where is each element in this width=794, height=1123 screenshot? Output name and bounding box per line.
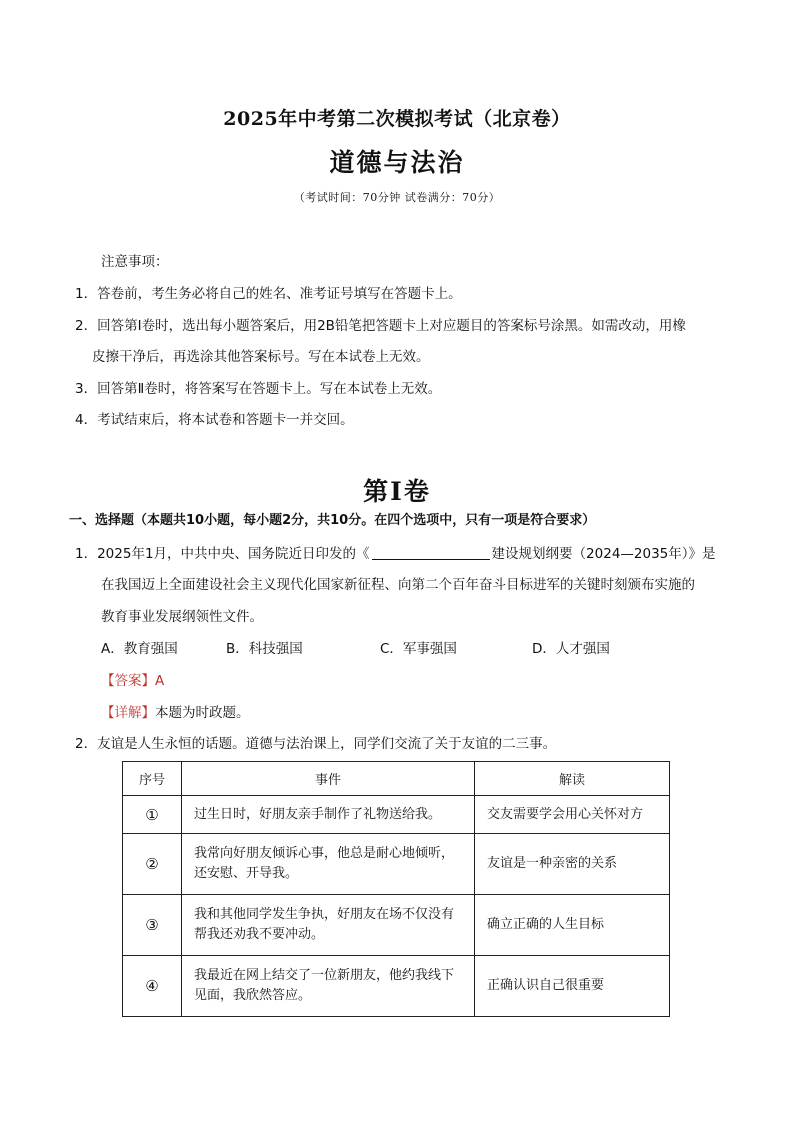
q1-stem-line2: 在我国迈上全面建设社会主义现代化国家新征程、向第二个百年奋斗目标进军的关键时刻颁布实施的 xyxy=(101,577,695,593)
exam-time-info: （考试时间：70分钟 试卷满分：70分） xyxy=(293,191,501,204)
answer-value: A xyxy=(155,673,165,689)
table-row xyxy=(123,796,670,834)
q1-answer xyxy=(101,672,164,690)
header-number: 序号 xyxy=(123,762,182,796)
row-event: 我和其他同学发生争执，好朋友在场不仅没有帮我还劝我不要冲动。 xyxy=(182,895,475,956)
detail-label: 【详解】 xyxy=(101,705,155,721)
q1-option-a: A．教育强国 xyxy=(101,641,178,657)
notes-heading: 注意事项： xyxy=(101,254,169,270)
row-event: 我常向好朋友倾诉心事，他总是耐心地倾听，还安慰、开导我。 xyxy=(182,834,475,895)
notes-item-2-cont: 皮擦干净后，再选涂其他答案标号。写在本试卷上无效。 xyxy=(92,349,430,365)
row-number: ④ xyxy=(123,956,182,1017)
q1-detail xyxy=(101,704,250,722)
section-instruction: 一、选择题（本题共10小题，每小题2分，共10分。在四个选项中，只有一项是符合要求） xyxy=(69,513,596,528)
row-reading: 正确认识自己很重要 xyxy=(475,956,670,1017)
exam-title: 2025年中考第二次模拟考试（北京卷） xyxy=(223,108,571,130)
table-header-row xyxy=(123,762,670,796)
friendship-table xyxy=(122,761,670,1017)
notes-item-2: 2．回答第Ⅰ卷时，选出每小题答案后，用2B铅笔把答题卡上对应题目的答案标号涂黑。如需改动，用橡 xyxy=(75,318,686,334)
row-reading: 确立正确的人生目标 xyxy=(475,895,670,956)
section-title: 第Ⅰ卷 xyxy=(363,477,431,506)
header-event: 事件 xyxy=(182,762,475,796)
row-number: ① xyxy=(123,796,182,834)
q1-fill-blank xyxy=(372,545,490,560)
subject-title: 道德与法治 xyxy=(329,148,465,177)
notes-item-4: 4．考试结束后，将本试卷和答题卡一并交回。 xyxy=(75,412,354,428)
q1-stem-line3: 教育事业发展纲领性文件。 xyxy=(101,609,263,625)
q2-stem: 2．友谊是人生永恒的话题。道德与法治课上，同学们交流了关于友谊的二三事。 xyxy=(75,736,557,752)
row-reading: 交友需要学会用心关怀对方 xyxy=(475,796,670,834)
row-event: 我最近在网上结交了一位新朋友，他约我线下见面，我欣然答应。 xyxy=(182,956,475,1017)
table-row xyxy=(123,895,670,956)
q1-option-c: C．军事强国 xyxy=(380,641,457,657)
row-reading: 友谊是一种亲密的关系 xyxy=(475,834,670,895)
q1-stem-after: 建设规划纲要（2024—2035年）》是 xyxy=(491,546,716,562)
row-number: ③ xyxy=(123,895,182,956)
header-reading: 解读 xyxy=(475,762,670,796)
table-row xyxy=(123,956,670,1017)
table-row xyxy=(123,834,670,895)
answer-label: 【答案】 xyxy=(101,673,155,689)
row-event: 过生日时，好朋友亲手制作了礼物送给我。 xyxy=(182,796,475,834)
q1-stem-before: 1．2025年1月，中共中央、国务院近日印发的《 xyxy=(75,546,370,562)
row-number: ② xyxy=(123,834,182,895)
notes-item-1: 1．答卷前，考生务必将自己的姓名、准考证号填写在答题卡上。 xyxy=(75,286,462,302)
q1-option-d: D．人才强国 xyxy=(532,641,610,657)
q1-stem-line1 xyxy=(75,545,716,563)
q1-option-b: B．科技强国 xyxy=(226,641,303,657)
notes-item-3: 3．回答第Ⅱ卷时，将答案写在答题卡上。写在本试卷上无效。 xyxy=(75,381,442,397)
detail-value: 本题为时政题。 xyxy=(155,705,250,721)
